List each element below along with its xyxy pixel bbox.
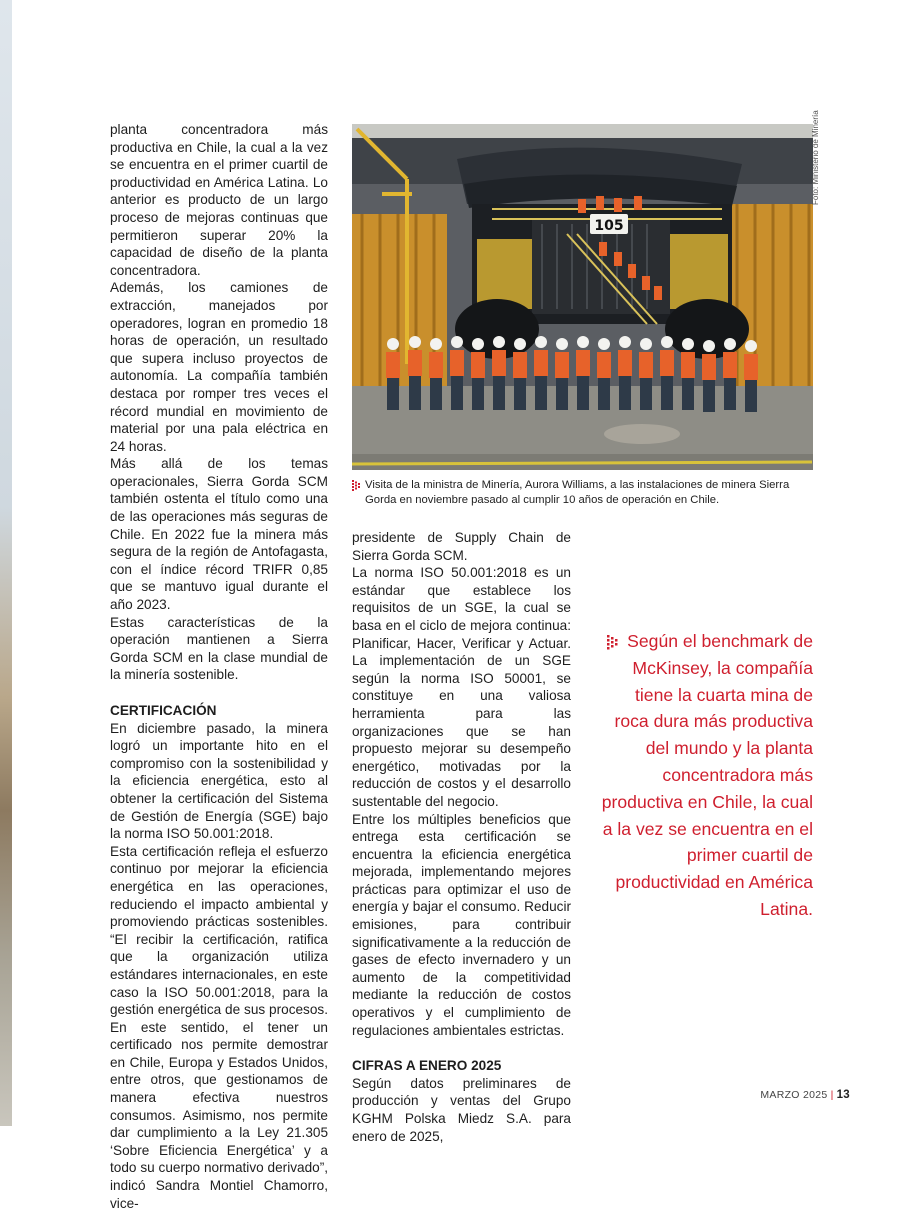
pull-quote — [600, 628, 813, 923]
footer-month: MARZO 2025 — [760, 1089, 828, 1101]
page-number: 13 — [836, 1089, 850, 1101]
footer-separator: | — [830, 1089, 834, 1101]
col1-paragraph-6: Esta certificación refleja el esfuerzo continuo por mejorar la eficiencia energética en las operaciones, reduciendo el impacto ambiental y promoviendo prácticas sostenibles. “El recibir la certificación, ratifica que la organización utiliza estándares internacionales, en este caso la ISO 50.001:2018, para la gestión energética de sus procesos. En este sentido, el tener un certificado nos permite demostrar en Chile, Europa y Estados Unidos, entre otros, que gestionamos de manera efectiva nuestros consumos. Asimismo, nos permite dar cumplimiento a la Ley 21.305 ‘Sobre Eficiencia Energética’ y a todo su cuerpo normativo derivado”, indicó Sandra Montiel Chamorro, vice- — [110, 843, 328, 1211]
pull-quote-text: Según el benchmark de McKinsey, la compañía tiene la cuarta mina de roca dura más productiva del mundo y la planta concentradora más productiva en Chile, la cual a la vez se encuentra en el primer cuartil de productividad en América Latina. — [601, 631, 813, 919]
col2-paragraph-1: presidente de Supply Chain de Sierra Gorda SCM. — [352, 530, 571, 563]
col1-paragraph-3: Más allá de los temas operacionales, Sierra Gorda SCM también ostenta el título como una de las operaciones más seguras de Chile. En 2022 fue la minera más segura de la región de Antofagasta, con el índice récord TRIFR 0,85 que se mantuvo igual durante el año 2023. — [110, 456, 328, 613]
col2-paragraph-3: Entre los múltiples beneficios que entrega esta certificación se encuentra la eficiencia energética mejorada, implementando mejores prácticas para optimizar el uso de energía y bajar el consumo. Reducir emisiones, para contribuir significativamente a la reducción de gases de efecto invernadero y un aumento de la competitividad mediante la reducción de costos operativos y el cumplimiento de regulaciones ambientales estrictas. — [352, 811, 571, 1038]
article-column-2 — [352, 529, 571, 1145]
col1-paragraph-1: planta concentradora más productiva en Chile, la cual a la vez se encuentra en el primer cuartil de productividad en América Latina. Lo anterior es producto de un largo proceso de mejoras continuas que permitieron superar 20% la capacidad de diseño de la planta concentradora. — [110, 122, 328, 278]
col1-paragraph-2: Además, los camiones de extracción, manejados por operadores, logran en promedio 18 horas de operación, un resultado que supera incluso proyectos de autonomía. La compañía también destaca por romper tres veces el récord mundial en movimiento de material por una pala eléctrica en 24 horas. — [110, 280, 328, 454]
quote-bullet-icon — [607, 635, 620, 650]
col1-paragraph-4: Estas características de la operación mantienen a Sierra Gorda SCM en la clase mundial de la minería sostenible. — [110, 614, 328, 683]
photo-credit: Foto: Ministerio de Minería — [811, 110, 820, 205]
col2-paragraph-4: Según datos preliminares de producción y ventas del Grupo KGHM Polska Miedz S.A. para enero de 2025, — [352, 1075, 571, 1144]
heading-certificacion: CERTIFICACIÓN — [110, 703, 217, 718]
truck-number-label: 105 — [594, 218, 624, 234]
photo-caption — [352, 478, 818, 508]
caption-bullet-icon — [352, 480, 361, 491]
page-footer — [760, 1089, 850, 1101]
col2-paragraph-2: La norma ISO 50.001:2018 es un estándar que establece los requisitos de un SGE, la cual se basa en el ciclo de mejora continua: Planificar, Hacer, Verificar y Actuar. La implementación de un SGE según la norma ISO 50001, se constituye en una valiosa herramienta para las organizaciones que se han propuesto mejorar su desempeño energético, motivadas por la reducción de costos y el desarrollo sustentable del negocio. — [352, 565, 571, 809]
article-column-1 — [110, 121, 328, 1212]
mine-visit-photo — [352, 124, 813, 470]
heading-cifras: CIFRAS A ENERO 2025 — [352, 1058, 502, 1074]
left-edge-photo-strip — [0, 0, 12, 1126]
photo-caption-text: Visita de la ministra de Minería, Aurora Williams, a las instalaciones de minera Sierra Gorda en noviembre pasado al cumplir 10 años de operación en Chile. — [365, 479, 790, 506]
col1-paragraph-5: En diciembre pasado, la minera logró un importante hito en el compromiso con la sostenibilidad y la eficiencia energética, esto al obtener la certificación del Sistema de Gestión de Energía (SGE) bajo la norma ISO 50.001:2018. — [110, 720, 328, 842]
